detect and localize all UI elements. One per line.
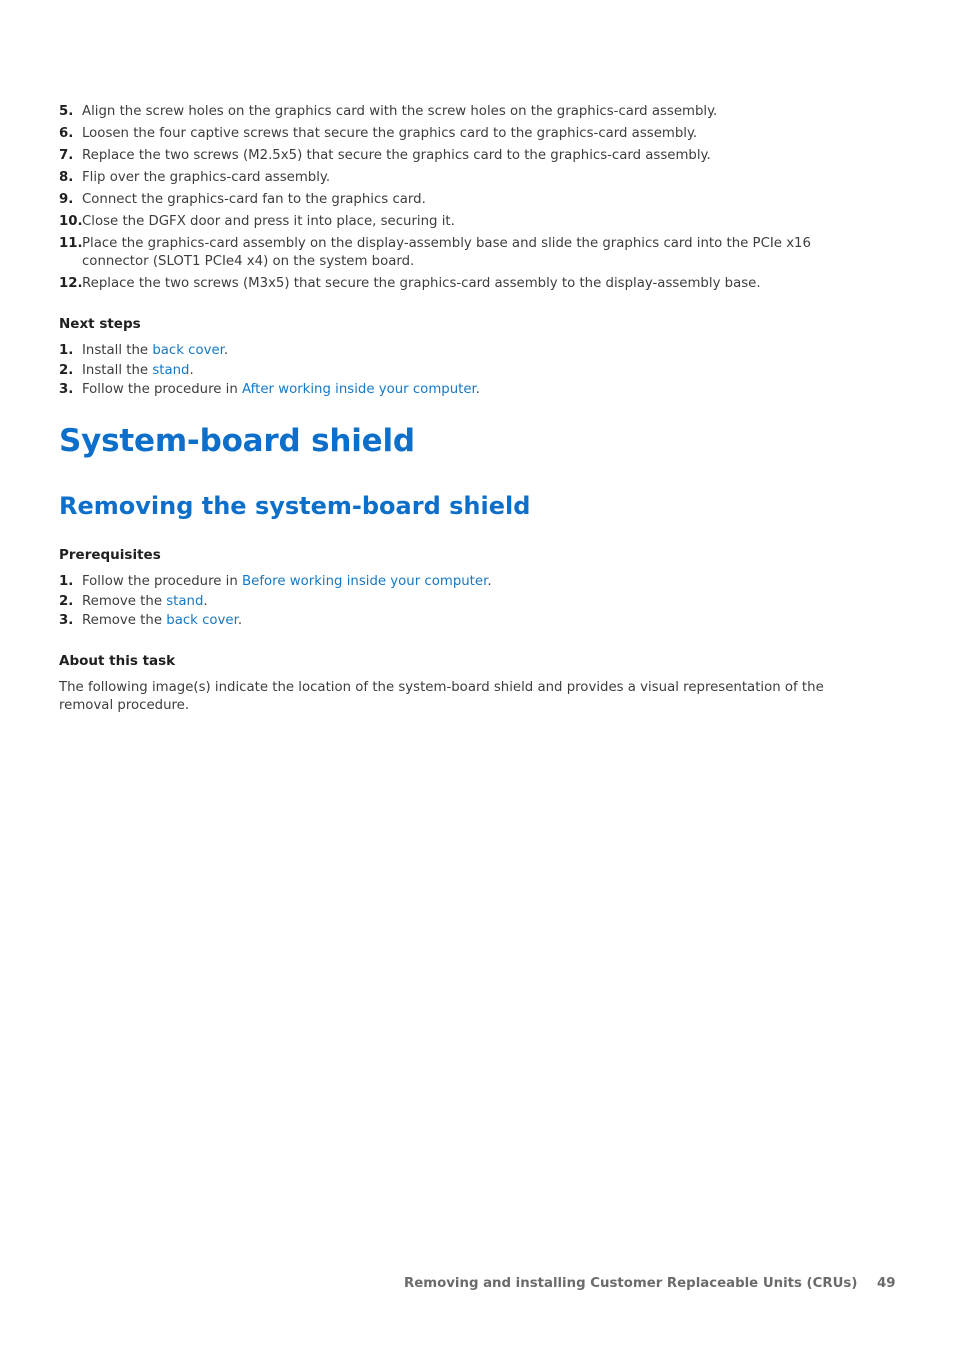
- step-number: 5.: [59, 104, 74, 119]
- step-number: 2.: [59, 593, 74, 609]
- list-item: [59, 342, 879, 360]
- stand-link[interactable]: stand: [166, 593, 204, 609]
- step-text-prefix: Follow the procedure in: [82, 574, 243, 589]
- step-text: Connect the graphics-card fan to the graphics card.: [82, 192, 426, 207]
- next-steps-list: [59, 342, 879, 401]
- step-text-prefix: Install the: [82, 343, 153, 358]
- step-text-prefix: Remove the: [82, 613, 167, 629]
- step-number: 10.: [59, 214, 83, 229]
- prerequisites-heading: Prerequisites: [59, 547, 161, 563]
- step-number: 12.: [59, 276, 83, 291]
- subsection-title: Removing the system-board shield: [59, 492, 531, 520]
- step-number: 1.: [59, 574, 74, 589]
- step-text: Loosen the four captive screws that secure the graphics card to the graphics-card assembly.: [82, 126, 698, 141]
- list-item: [59, 381, 879, 399]
- step-text-prefix: Install the: [82, 362, 153, 378]
- list-item: [59, 169, 879, 187]
- step-text: Flip over the graphics-card assembly.: [82, 170, 331, 185]
- step-number: 3.: [59, 613, 74, 629]
- step-number: 6.: [59, 126, 74, 141]
- list-item: [59, 362, 879, 380]
- after-working-inside-link[interactable]: After working inside your computer: [242, 382, 476, 398]
- step-text: Replace the two screws (M3x5) that secure the graphics-card assembly to the display-assembly base.: [82, 276, 761, 291]
- step-number: 7.: [59, 148, 74, 163]
- list-item: [59, 213, 879, 231]
- step-text-suffix: .: [475, 382, 481, 398]
- stand-link[interactable]: stand: [152, 362, 190, 378]
- back-cover-link[interactable]: back cover: [152, 343, 224, 358]
- back-cover-link[interactable]: back cover: [166, 613, 238, 629]
- step-text-suffix: .: [203, 593, 208, 609]
- step-text: Close the DGFX door and press it into place, securing it.: [82, 214, 455, 229]
- step-text: Align the screw holes on the graphics card with the screw holes on the graphics-card assembly.: [82, 104, 718, 119]
- list-item: [59, 593, 879, 611]
- step-number: 1.: [59, 343, 74, 358]
- installation-steps-list: [59, 103, 879, 297]
- step-text-suffix: .: [237, 613, 243, 629]
- list-item: [59, 275, 879, 293]
- before-working-inside-link[interactable]: Before working inside your computer: [242, 574, 488, 589]
- list-item: [59, 147, 879, 165]
- step-text: Place the graphics-card assembly on the display-assembly base and slide the graphics card into the PCIe x16 connector (SLOT1 PCIe4 x4) on the system board.: [82, 236, 811, 269]
- about-task-heading: About this task: [59, 653, 176, 669]
- step-number: 2.: [59, 362, 74, 378]
- step-text-prefix: Remove the: [82, 593, 167, 609]
- list-item: [59, 612, 879, 630]
- list-item: [59, 103, 879, 121]
- about-task-text: The following image(s) indicate the location of the system-board shield and provides a visual representation of the removal procedure.: [59, 680, 824, 713]
- step-text: Replace the two screws (M2.5x5) that secure the graphics card to the graphics-card assembly.: [82, 148, 711, 163]
- next-steps-heading: Next steps: [59, 316, 141, 332]
- step-text-suffix: .: [223, 343, 229, 358]
- step-number: 11.: [59, 236, 83, 251]
- step-number: 9.: [59, 192, 74, 207]
- step-text-suffix: .: [189, 362, 194, 378]
- step-text-prefix: Follow the procedure in: [82, 382, 243, 398]
- step-number: 8.: [59, 170, 74, 185]
- list-item: [59, 235, 879, 271]
- section-title: System-board shield: [59, 423, 415, 459]
- page-number: 49: [877, 1276, 896, 1291]
- list-item: [59, 125, 879, 143]
- prerequisites-list: [59, 573, 879, 632]
- footer-chapter-title: Removing and installing Customer Replaceable Units (CRUs): [404, 1276, 858, 1291]
- step-number: 3.: [59, 382, 74, 398]
- list-item: [59, 191, 879, 209]
- step-text-suffix: .: [487, 574, 492, 589]
- list-item: [59, 573, 879, 591]
